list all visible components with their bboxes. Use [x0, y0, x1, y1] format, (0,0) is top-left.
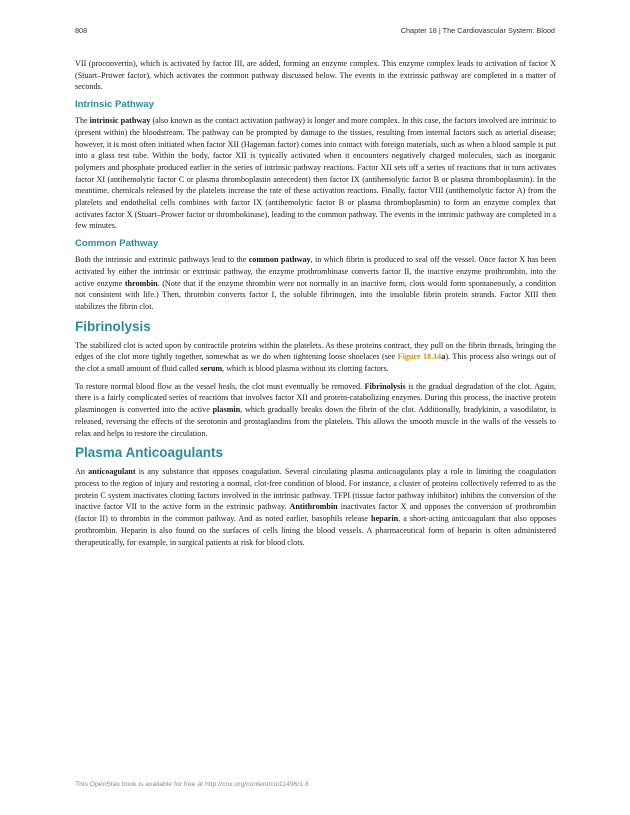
term-intrinsic-pathway: intrinsic pathway [89, 116, 151, 126]
term-plasmin: plasmin [212, 405, 241, 415]
term-thrombin: thrombin [124, 278, 158, 288]
page-header [75, 26, 555, 35]
heading-fibrinolysis: Fibrinolysis [75, 318, 151, 334]
paragraph-anticoagulants: An anticoagulant is any substance that opposes coagulation. Several circulating plasma anticoagulants play a role in limiting the coagulation process to the region of injury and restoring a normal, clot-free condition of blood. For instance, a cluster of proteins collectively referred to as the protein C system inactivates clotting factors involved in the intrinsic pathway. TFPI (tissue factor pathway inhibitor) inhibits the conversion of the inactive factor VII to the active form in the extrinsic pathway. Antithrombin inactivates factor X and opposes the conversion of prothrombin (factor II) to thrombin in the common pathway. And as noted earlier, basophils release heparin, a short-acting anticoagulant that also opposes prothrombin. Heparin is also found on the surfaces of cells lining the blood vessels. A pharmaceutical form of heparin is often administered therapeutically, for example, in surgical patients at risk for blood clots. [75, 467, 556, 547]
term-anticoagulant: anticoagulant [88, 467, 136, 477]
chapter-title: Chapter 18 | The Cardiovascular System: Blood [400, 26, 555, 35]
paragraph-common: Both the intrinsic and extrinsic pathways lead to the common pathway, in which fibrin is produced to seal off the vessel. Once factor X has been activated by either the intrinsic or extrinsic pathway, the enzyme prothrombinase converts factor II, the inactive enzyme prothrombin, into the active enzyme thrombin. (Note that if the enzyme thrombin were not normally in an inactive form, clots would form spontaneously, a condition not consistent with life.) Then, thrombin converts factor I, the soluble fibrinogen, into the insoluble fibrin protein strands. Factor XIII then stabilizes the fibrin clot. [75, 255, 556, 311]
paragraph-extrinsic-continued: VII (proconvertin), which is activated by factor III, are added, forming an enzyme complex. This enzyme complex leads to activation of factor X (Stuart–Prower factor), which activates the common pathway discussed below. The events in the extrinsic pathway are completed in a matter of seconds. [75, 59, 556, 92]
term-fibrinolysis: Fibrinolysis [364, 381, 406, 391]
heading-plasma-anticoagulants: Plasma Anticoagulants [75, 445, 224, 461]
paragraph-fibrinolysis-2: To restore normal blood flow as the vessel heals, the clot must eventually be removed. Fibrinolysis is the gradual degradation of the clot. Again, there is a fairly complicated series of reactions that involves factor XII and protein-catabolizing enzymes. During this process, the inactive protein plasminogen is converted into the active plasmin, which gradually breaks down the fibrin of the clot. Additionally, bradykinin, a vasodilator, is released, reversing the effects of the serotonin and prostaglandins from the platelets. This allows the smooth muscle in the walls of the vessels to relax and helps to restore the circulation. [75, 381, 556, 438]
heading-common-pathway: Common Pathway [75, 238, 159, 250]
term-antithrombin: Antithrombin [289, 502, 338, 512]
term-heparin: heparin [371, 514, 399, 524]
paragraph-intrinsic: The intrinsic pathway (also known as the contact activation pathway) is longer and more complex. In this case, the factors involved are intrinsic to (present within) the bloodstream. The pathway can be prompted by damage to the tissues, resulting from internal factors such as arterial disease; however, it is most often initiated when factor XII (Hageman factor) comes into contact with foreign materials, such as when a blood sample is put into a glass test tube. Within the body, factor XII is typically activated when it encounters negatively charged molecules, such as inorganic polymers and phosphate produced earlier in the series of intrinsic pathway reactions. Factor XII sets off a series of reactions that in turn activates factor XI (antihemolytic factor C or plasma thromboplastin antecedent) then factor IX (antihemolytic factor B or plasma thromboplasmin). In the meantime, chemicals released by the platelets increase the rate of these activation reactions. Finally, factor VIII (antihemolytic factor A) from the platelets and endothelial cells combines with factor IX (antihemolytic factor B or plasma thromboplasmin) to form an enzyme complex that activates factor X (Stuart–Prower factor or thrombokinase), leading to the common pathway. The events in the intrinsic pathway are completed in a few minutes. [75, 116, 556, 231]
paragraph-fibrinolysis-1: The stabilized clot is acted upon by contractile proteins within the platelets. As these proteins contract, they pull on the fibrin threads, bringing the edges of the clot more tightly together, somewhat as we do when tightening loose shoelaces (see Figure 18.14a). This process also wrings out of the clot a small amount of fluid called serum, which is blood plasma without its clotting factors. [75, 340, 556, 374]
term-common-pathway: common pathway [248, 255, 311, 265]
term-serum: serum [200, 364, 223, 374]
page-number: 808 [75, 26, 88, 35]
heading-intrinsic-pathway: Intrinsic Pathway [75, 99, 154, 111]
page-body [75, 58, 556, 554]
page-footer: This OpenStax book is available for free at http://cnx.org/content/col11496/1.8 [75, 781, 309, 788]
figure-link[interactable]: Figure 18.14 [397, 352, 442, 362]
